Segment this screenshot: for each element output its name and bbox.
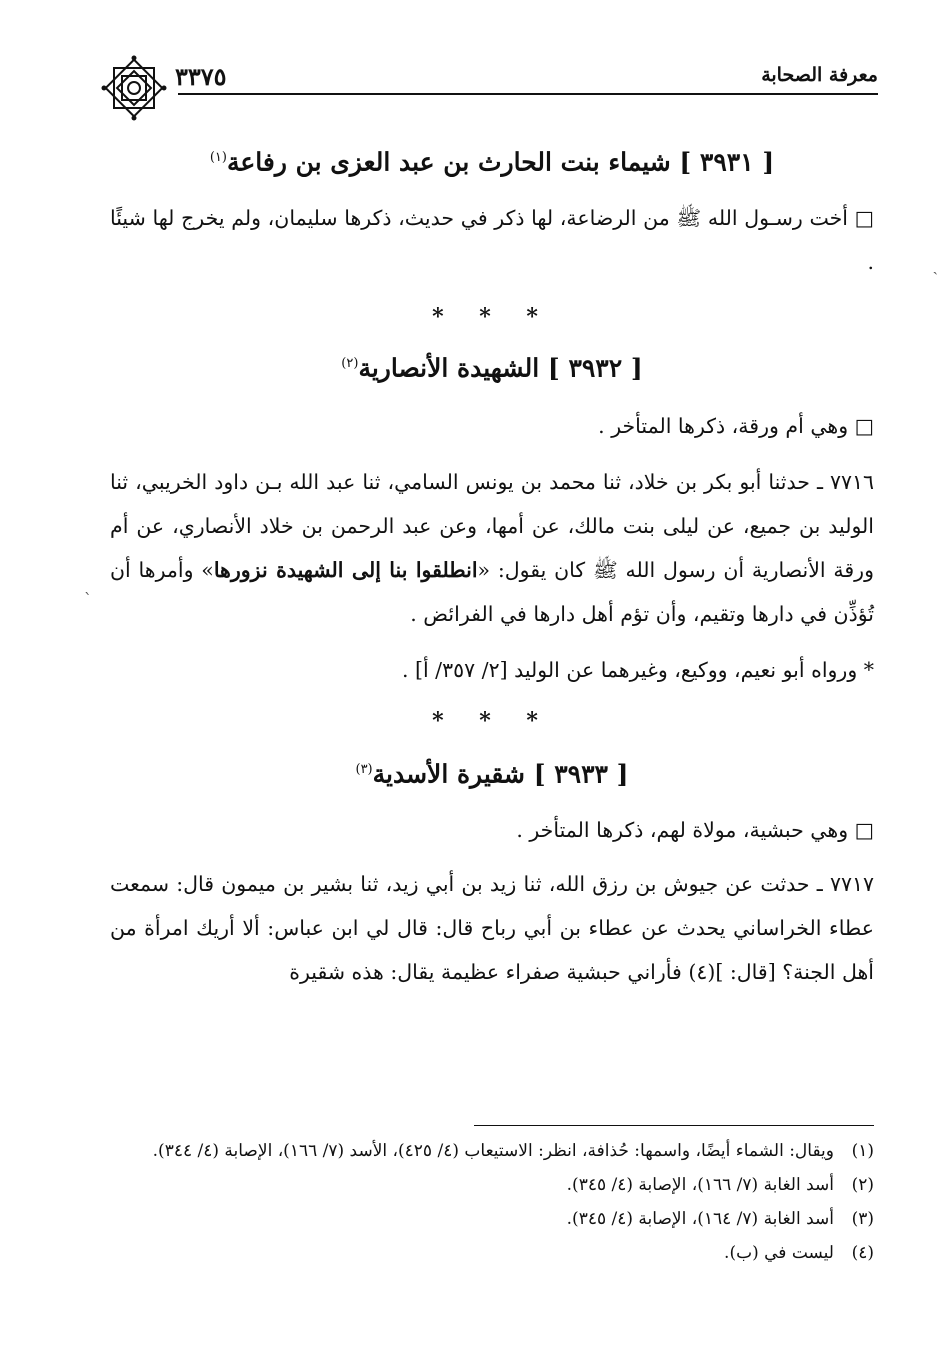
page-header [100,58,878,98]
narration-note: * ورواه أبو نعيم، ووكيع، وغيرهما عن الوليد [٢/ ٣٥٧/ أ] . [401,658,874,682]
footnote-number: (٤) [851,1243,874,1263]
footnote-text: ويقال: الشماء أيضًا، واسمها: حُذافة، انظر: الاستيعاب (٤/ ٤٢٥)، الأسد (٧/ ١٦٦)، الإصابة (٤/ ٣٤٤). [152,1141,834,1161]
section-separator: * * * [432,304,552,330]
star-ornament-icon [100,54,168,122]
page-number: ٣٣٧٥ [175,62,227,91]
footnote [110,1168,874,1202]
footnote-number: (١) [851,1141,874,1161]
section-separator: * * * [432,708,552,734]
footnote-text: ليست في (ب). [724,1243,834,1263]
entry-paragraph: □ أخت رسـول الله ﷺ من الرضاعة، لها ذكر في حديث، ذكرها سليمان، ولم يخرج لها شيئًا . [110,206,874,274]
footnote-ref: (٢) [341,356,359,371]
footnote [110,1202,874,1236]
hadith-quote: انطلقوا بنا إلى الشهيدة نزورها [213,558,478,582]
footnote-ref: (١) [209,150,227,165]
footnote-rule [474,1125,874,1126]
book-title: معرفة الصحابة [761,64,878,86]
entry-heading: [ ٣٩٣٣ ] شقيرة الأسدية$^{(٣)}$ [355,759,629,789]
margin-mark: ˋ [84,590,92,609]
footnote-number: (٢) [851,1175,874,1195]
main-text [110,140,874,994]
margin-mark: ˏ [932,256,938,275]
hadith-paragraph: ٧٧١٦ ـ حدثنا أبو بكر بن خلاد، ثنا محمد بن يونس السامي، ثنا عبد الله بـن داود الخريبي، ثنا الوليد بن جميع، عن ليلى بنت مالك، عن أمها، وعن عبد الرحمن بن خلاد الأنصاري، عن أم ورقة الأنصارية أن رسول الله ﷺ كان يقول: «انطلقوا بنا إلى الشهيدة نزورها» وأمرها أن تُؤذِّن في دارها وتقيم، وأن تؤم أهل دارها في الفرائض . [110,470,874,626]
footnotes [110,1125,874,1270]
footnote-text: أسد الغابة (٧/ ١٦٤)، الإصابة (٤/ ٣٤٥). [566,1209,834,1229]
entry-paragraph: □ وهي حبشية، مولاة لهم، ذكرها المتأخر . [516,818,874,842]
footnote [110,1236,874,1270]
entry-heading: [ ٣٩٣١ ] شيماء بنت الحارث بن عبد العزى بن رفاعة$^{(١)}$ [209,147,775,177]
footnote-ref: (٣) [355,762,373,777]
hadith-paragraph: ٧٧١٧ ـ حدثت عن جيوش بن رزق الله، ثنا زيد بن أبي زيد، ثنا بشير بن ميمون قال: سمعت عطاء الخراساني يحدث عن عطاء بن أبي رباح قال: قال لي ابن عباس: ألا أريك امرأة من أهل الجنة؟ [قال: ](٤) فأراني حبشية صفراء عظيمة يقال: هذه شقيرة [110,872,874,984]
entry-heading: [ ٣٩٣٢ ] الشهيدة الأنصارية$^{(٢)}$ [341,353,643,383]
footnote-number: (٣) [851,1209,874,1229]
header-rule [178,93,878,95]
footnote-text: أسد الغابة (٧/ ١٦٦)، الإصابة (٤/ ٣٤٥). [566,1175,834,1195]
footnote [110,1134,874,1168]
entry-paragraph: □ وهي أم ورقة، ذكرها المتأخر . [598,414,874,438]
